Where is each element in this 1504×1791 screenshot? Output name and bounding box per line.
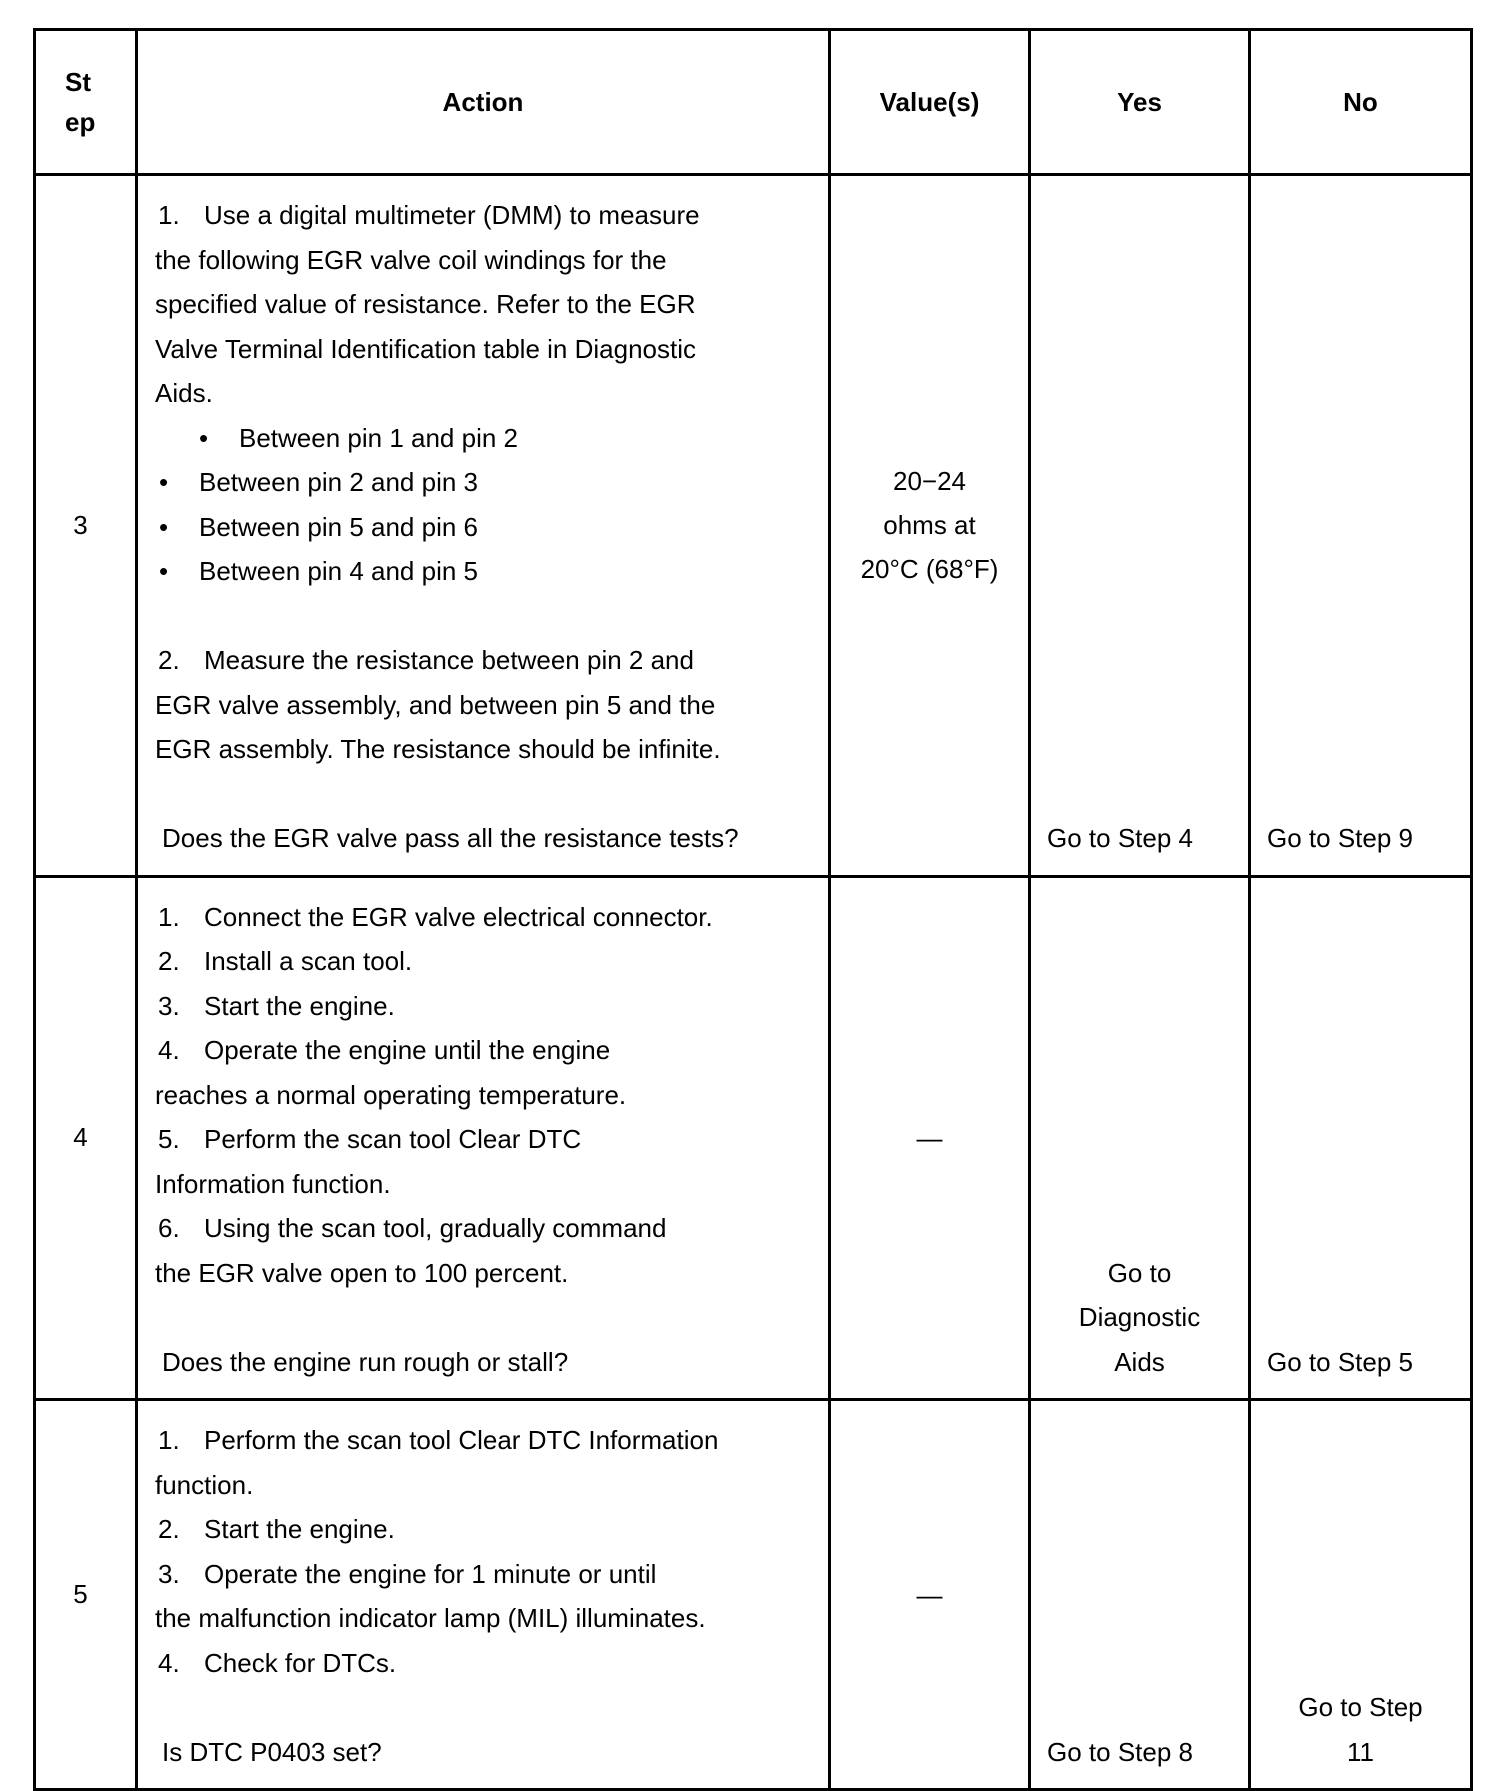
action-line: EGR assembly. The resistance should be infinite. <box>155 734 721 764</box>
action-line: 1. Use a digital multimeter (DMM) to measure <box>158 200 700 230</box>
value-cell <box>830 1400 1030 1790</box>
action-line: specified value of resistance. Refer to the EGR <box>155 289 696 319</box>
action-line: 5. Perform the scan tool Clear DTC <box>158 1124 582 1154</box>
header-step <box>35 30 137 175</box>
value-cell <box>830 876 1030 1400</box>
yes-line: Aids <box>1114 1346 1165 1377</box>
no-cell: Go to Step 9 <box>1250 175 1472 877</box>
action-line: 1. Connect the EGR valve electrical connector. <box>158 901 713 932</box>
action-cell <box>137 876 830 1400</box>
action-line: 3. Start the engine. <box>158 990 395 1021</box>
action-line: 6. Using the scan tool, gradually command <box>158 1213 667 1243</box>
table-row-step-4 <box>35 876 1472 1400</box>
value-line: 20°C (68°F) <box>860 554 999 585</box>
header-yes: Yes <box>1030 30 1250 175</box>
action-line: 2. Install a scan tool. <box>158 946 413 976</box>
header-values: Value(s) <box>830 30 1030 175</box>
action-line: 2. Start the engine. <box>158 1514 395 1544</box>
header-action: Action <box>137 30 830 175</box>
question-text: Is DTC P0403 set? <box>162 1736 382 1767</box>
bullet-item: • Between pin 1 and pin 2 <box>155 416 810 461</box>
value-line: 20−24 <box>892 466 967 497</box>
action-line: function. <box>155 1469 254 1500</box>
question-text: Does the engine run rough or stall? <box>162 1346 569 1377</box>
header-step-part: ep <box>65 107 96 137</box>
yes-line: Go to <box>1107 1257 1172 1288</box>
action-line: Valve Terminal Identification table in Diagnostic <box>155 333 696 364</box>
yes-line: Diagnostic <box>1078 1302 1201 1332</box>
value-line: ohms at <box>883 510 976 541</box>
action-line: the malfunction indicator lamp (MIL) illuminates. <box>155 1603 706 1633</box>
action-line: 1. Perform the scan tool Clear DTC Information <box>158 1425 719 1455</box>
header-step-part: St <box>65 67 91 97</box>
value-dash: — <box>916 1579 943 1610</box>
action-line: 3. Operate the engine for 1 minute or until <box>158 1558 657 1589</box>
question-text: Does the EGR valve pass all the resistance tests? <box>162 823 739 853</box>
bullet-icon: • <box>159 511 169 542</box>
no-cell: Go to Step 5 <box>1250 876 1472 1400</box>
action-line: Aids. <box>155 378 213 408</box>
bullet-icon: • <box>199 422 209 453</box>
table-row-step-3 <box>35 175 1472 877</box>
action-line: 4. Operate the engine until the engine <box>158 1035 611 1065</box>
yes-cell: Go to Step 8 <box>1030 1400 1250 1790</box>
step-number: 5 <box>35 1400 137 1790</box>
no-line: Go to Step <box>1298 1692 1423 1722</box>
action-line: the following EGR valve coil windings for the <box>155 244 667 275</box>
action-line: Information function. <box>155 1168 391 1199</box>
header-row <box>35 30 1472 175</box>
diagnostic-table <box>33 28 1473 1791</box>
yes-cell: Go to Step 4 <box>1030 175 1250 877</box>
step-number: 4 <box>35 876 137 1400</box>
action-cell <box>137 1400 830 1790</box>
action-line: the EGR valve open to 100 percent. <box>155 1257 569 1288</box>
action-line: EGR valve assembly, and between pin 5 and the <box>155 689 716 720</box>
action-line: 2. Measure the resistance between pin 2 and <box>158 645 694 675</box>
action-line: reaches a normal operating temperature. <box>155 1079 627 1110</box>
value-dash: — <box>916 1122 943 1153</box>
value-cell <box>830 175 1030 877</box>
yes-cell <box>1030 876 1250 1400</box>
bullet-icon: • <box>159 556 169 586</box>
table-row-step-5 <box>35 1400 1472 1790</box>
bullet-item: • Between pin 5 and pin 6 <box>155 505 810 550</box>
step-number: 3 <box>35 175 137 877</box>
header-no: No <box>1250 30 1472 175</box>
action-cell <box>137 175 830 877</box>
bullet-icon: • <box>159 467 169 497</box>
no-cell <box>1250 1400 1472 1790</box>
action-line: 4. Check for DTCs. <box>158 1647 397 1678</box>
no-line: 11 <box>1347 1736 1374 1767</box>
bullet-item: • Between pin 2 and pin 3 <box>155 460 810 505</box>
bullet-item: • Between pin 4 and pin 5 <box>155 549 810 594</box>
